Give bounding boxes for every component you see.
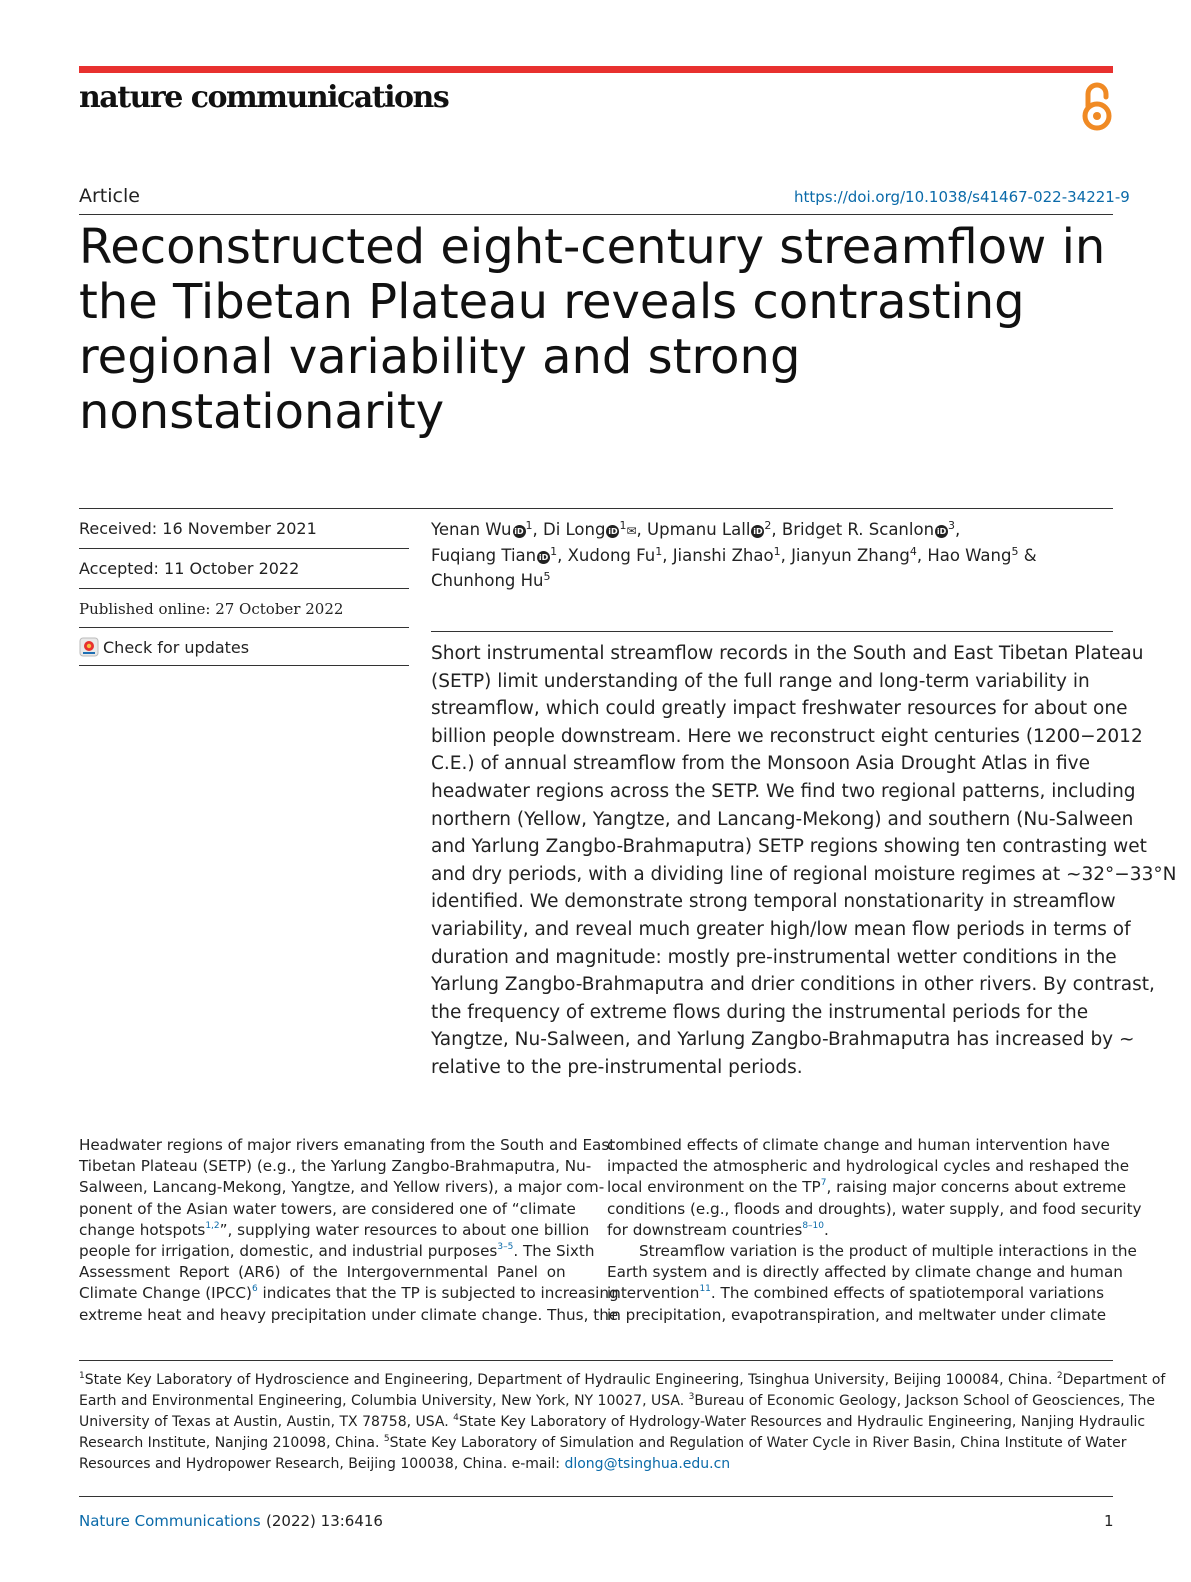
journal-logo: nature communications — [79, 80, 449, 115]
abstract-line: (SETP) limit understanding of the full range and long-term variability in — [431, 670, 1090, 692]
abstract-line: headwater regions across the SETP. We find two regional patterns, including — [431, 780, 1136, 802]
body-column-left — [79, 1135, 619, 1326]
abstract-line: Short instrumental streamflow records in the South and East Tibetan Plateau — [431, 643, 1144, 664]
author[interactable]: Chunhong Hu$^5$ — [431, 570, 551, 590]
author[interactable]: Hao Wang$^5$ — [927, 544, 1019, 565]
abstract-line: northern (Yellow, Yangtze, and Lancang-Mekong) and southern (Nu-Salween — [431, 808, 1134, 830]
body-line: for downstream countries$^{8-10}$. — [607, 1220, 829, 1239]
check-for-updates-icon — [79, 637, 99, 657]
open-access-lock-icon — [1079, 80, 1115, 132]
body-line: in precipitation, evapotranspiration, and meltwater under climate — [607, 1305, 1107, 1324]
metadata-rule — [79, 508, 1113, 509]
check-for-updates-label: Check for updates — [103, 637, 250, 657]
doi-link[interactable]: https://doi.org/10.1038/s41467-022-34221-9 — [794, 188, 1130, 206]
abstract-line: billion people downstream. Here we reconstruct eight centuries (1200−2012 — [431, 725, 1143, 747]
footer-citation: (2022) 13:6416 — [266, 1512, 383, 1530]
affiliation: State Key Laboratory of Simulation and Regulation of Water Cycle in River Basin, China Institute of Water — [389, 1435, 1127, 1451]
body-line: change hotspots$^{1,2}$”, supplying water resources to about one billion — [79, 1220, 590, 1239]
footer-rule — [79, 1496, 1113, 1497]
header-accent-bar — [79, 66, 1113, 73]
meta-divider — [79, 588, 409, 589]
published-date: Published online: 27 October 2022 — [79, 600, 344, 618]
affiliation: Department of — [1062, 1372, 1166, 1388]
body-line: impacted the atmospheric and hydrological cycles and reshaped the — [607, 1157, 1130, 1176]
citation-link[interactable]: 3–5 — [497, 1241, 514, 1252]
page-number: 1 — [1104, 1512, 1114, 1530]
affiliations: $^1$State Key Laboratory of Hydroscience and Engineering, Department of Hydraulic Engineering, Tsinghua University, Beijing 100084, China. $^2$Department of Earth and Environmental Engineering, Columbia University, New York, NY 10027, USA. $^3$Bureau of Economic Geology, Jackson School of Geosciences, The University of Texas at Austin, Austin, TX 78758, USA. $^4$State Key Laboratory of Hydrology-Water Resources and Hydraulic Engineering, Nanjing Hydraulic Research Institute, Nanjing 210098, China. $^5$State Key Laboratory of Simulation and Regulation of Water Cycle in River Basin, China Institute of Water Resources and Hydropower Research, Beijing 100038, China. e-mail: dlong@tsinghua.edu.cn — [79, 1371, 1166, 1472]
citation-link[interactable]: 8–10 — [802, 1220, 824, 1231]
affiliation: State Key Laboratory of Hydrology-Water Resources and Hydraulic Engineering, Nanjing Hydraulic — [458, 1414, 1146, 1430]
meta-divider — [79, 548, 409, 549]
abstract-line: variability, and reveal much greater high/low mean flow periods in terms of — [431, 918, 1131, 940]
meta-divider — [79, 627, 409, 628]
title-rule — [79, 214, 1113, 215]
abstract-line: Yarlung Zangbo-Brahmaputra and drier conditions in other rivers. By contrast, — [431, 974, 1155, 996]
article-title: Reconstructed eight-century streamflow in the Tibetan Plateau reveals contrasting regional variability and strong nonstationarity — [79, 219, 1106, 440]
accepted-date: Accepted: 11 October 2022 — [79, 559, 300, 578]
citation-link[interactable]: 7 — [820, 1178, 827, 1189]
author[interactable]: Fuqiang Tian iD $^1$ — [431, 544, 558, 565]
body-line: Climate Change (IPCC)$^6$ indicates that the TP is subjected to increasing — [79, 1284, 619, 1303]
author[interactable]: Bridget R. Scanlon iD $^3$ — [781, 519, 956, 539]
author[interactable]: Jianyun Zhang$^4$ — [791, 544, 917, 565]
citation-link[interactable]: 1,2 — [205, 1220, 220, 1231]
body-column-right — [607, 1135, 1167, 1326]
abstract-rule — [431, 631, 1113, 632]
body-line: combined effects of climate change and human intervention have — [607, 1136, 1110, 1154]
author[interactable]: Upmanu Lall iD $^2$ — [647, 519, 772, 539]
body-line: Headwater regions of major rivers emanating from the South and East — [79, 1136, 616, 1154]
abstract-line: and dry periods, with a dividing line of regional moisture regimes at ~32°−33°N — [431, 863, 1177, 885]
abstract-line: streamflow, which could greatly impact freshwater resources for about one — [431, 698, 1128, 720]
body-line: Assessment Report (AR6) of the Intergovernmental Panel on — [79, 1263, 566, 1282]
author[interactable]: Jianshi Zhao$^1$ — [672, 544, 781, 565]
footnote-rule — [79, 1360, 1113, 1361]
author-list: Yenan Wu iD $^1$, Di Long iD $^1$✉, Upmanu Lall iD $^2$, Bridget R. Scanlon iD $^3$, Fuqiang Tian iD $^1$, Xudong Fu$^1$, Jianshi Zhao$^1$, Jianyun Zhang$^4$, Hao Wang$^5$ & Chunhong Hu$^5$ — [431, 519, 1037, 590]
body-line: Earth system and is directly affected by climate change and human — [607, 1263, 1123, 1282]
abstract-line: duration and magnitude: mostly pre-instrumental wetter conditions in the — [431, 946, 1117, 968]
body-line: Tibetan Plateau (SETP) (e.g., the Yarlung Zangbo-Brahmaputra, Nu- — [79, 1157, 592, 1176]
author[interactable]: Yenan Wu iD $^1$ — [431, 519, 533, 539]
abstract-line: relative to the pre-instrumental periods. — [431, 1056, 803, 1078]
body-line: ponent of the Asian water towers, are considered one of “climate — [79, 1199, 576, 1218]
orcid-icon[interactable]: iD — [514, 527, 524, 536]
citation-link[interactable]: 11 — [699, 1284, 711, 1295]
body-line: conditions (e.g., floods and droughts), water supply, and food security — [607, 1199, 1142, 1218]
citation-link[interactable]: 6 — [251, 1284, 258, 1295]
article-type: Article — [79, 185, 140, 207]
body-line: Streamflow variation is the product of multiple interactions in the — [639, 1241, 1137, 1260]
meta-divider — [79, 665, 409, 666]
abstract-line: C.E.) of annual streamflow from the Monsoon Asia Drought Atlas in five — [431, 753, 1090, 775]
abstract-line: Yangtze, Nu-Salween, and Yarlung Zangbo-Brahmaputra has increased by ~ — [431, 1029, 1135, 1051]
abstract-line: and Yarlung Zangbo-Brahmaputra) SETP regions showing ten contrasting wet — [431, 836, 1147, 858]
abstract-line: identified. We demonstrate strong temporal nonstationarity in streamflow — [431, 891, 1116, 913]
affiliation: State Key Laboratory of Hydroscience and Engineering, Department of Hydraulic Engineering, Tsinghua University, Beijing 100084, China. — [84, 1372, 1053, 1388]
email-link[interactable]: dlong@tsinghua.edu.cn — [564, 1456, 731, 1472]
author[interactable]: Xudong Fu$^1$ — [567, 544, 663, 565]
body-line: local environment on the TP$^7$, raising major concerns about extreme — [607, 1178, 1127, 1197]
check-for-updates-button[interactable] — [79, 637, 249, 657]
author[interactable]: Di Long iD $^1$✉ — [543, 519, 637, 539]
orcid-icon[interactable]: iD — [936, 527, 947, 536]
footer-journal-link[interactable]: Nature Communications — [79, 1512, 261, 1530]
body-line: Salween, Lancang-Mekong, Yangtze, and Yellow rivers), a major com- — [79, 1178, 605, 1197]
body-line: people for irrigation, domestic, and industrial purposes$^{3-5}$. The Sixth — [79, 1241, 595, 1260]
body-line: extreme heat and heavy precipitation under climate change. Thus, the — [79, 1305, 619, 1324]
email-label: e-mail: — [511, 1456, 561, 1472]
body-line: intervention$^{11}$. The combined effects of spatiotemporal variations — [607, 1284, 1105, 1303]
affiliation: Bureau of Economic Geology, Jackson School of Geosciences, The — [694, 1393, 1156, 1409]
received-date: Received: 16 November 2021 — [79, 519, 317, 538]
orcid-icon[interactable]: iD — [538, 552, 549, 562]
abstract-line: the frequency of extreme flows during the instrumental periods for the — [431, 1001, 1089, 1023]
orcid-icon[interactable]: iD — [608, 527, 618, 536]
orcid-icon[interactable]: iD — [753, 527, 763, 536]
abstract — [431, 640, 1191, 1082]
